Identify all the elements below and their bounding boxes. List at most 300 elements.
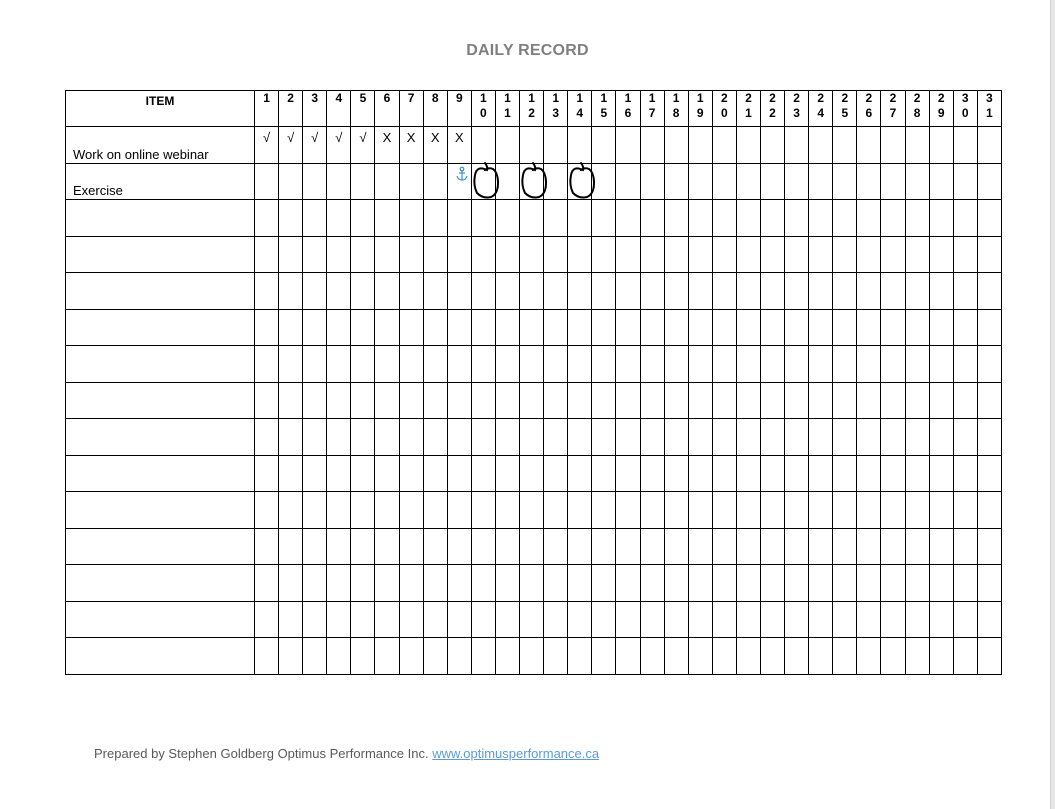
day-cell[interactable] xyxy=(688,236,712,273)
day-cell[interactable] xyxy=(929,273,953,310)
day-cell[interactable] xyxy=(303,382,327,419)
day-cell[interactable] xyxy=(905,492,929,529)
day-cell[interactable] xyxy=(785,127,809,164)
day-cell[interactable] xyxy=(905,455,929,492)
item-cell[interactable] xyxy=(66,163,255,200)
day-cell[interactable] xyxy=(327,346,351,383)
day-cell[interactable] xyxy=(616,200,640,237)
day-cell[interactable] xyxy=(857,127,881,164)
day-cell[interactable] xyxy=(640,273,664,310)
day-cell[interactable] xyxy=(375,273,399,310)
day-cell[interactable] xyxy=(760,638,784,675)
day-cell[interactable] xyxy=(471,200,495,237)
day-cell[interactable] xyxy=(495,382,519,419)
day-cell[interactable] xyxy=(833,273,857,310)
day-cell[interactable] xyxy=(712,127,736,164)
day-cell[interactable] xyxy=(568,346,592,383)
day-cell[interactable] xyxy=(953,382,977,419)
day-cell[interactable] xyxy=(279,382,303,419)
day-cell[interactable] xyxy=(279,492,303,529)
day-cell[interactable] xyxy=(953,565,977,602)
day-cell[interactable] xyxy=(255,638,279,675)
day-cell[interactable] xyxy=(616,346,640,383)
day-cell[interactable] xyxy=(279,528,303,565)
day-cell[interactable] xyxy=(495,419,519,456)
day-cell[interactable] xyxy=(929,382,953,419)
day-cell[interactable] xyxy=(736,638,760,675)
day-cell[interactable] xyxy=(351,492,375,529)
day-cell[interactable] xyxy=(255,455,279,492)
day-cell[interactable] xyxy=(279,346,303,383)
day-cell[interactable] xyxy=(592,200,616,237)
day-cell[interactable] xyxy=(520,492,544,529)
day-cell[interactable] xyxy=(881,309,905,346)
day-cell[interactable] xyxy=(664,455,688,492)
day-cell[interactable] xyxy=(568,492,592,529)
day-cell[interactable] xyxy=(520,127,544,164)
day-cell[interactable] xyxy=(375,601,399,638)
day-cell[interactable] xyxy=(905,601,929,638)
day-cell[interactable] xyxy=(616,236,640,273)
day-cell[interactable] xyxy=(303,346,327,383)
item-cell[interactable] xyxy=(66,528,255,565)
day-cell[interactable] xyxy=(279,455,303,492)
day-cell[interactable] xyxy=(857,163,881,200)
day-cell[interactable] xyxy=(712,601,736,638)
day-cell[interactable] xyxy=(279,127,303,164)
day-cell[interactable] xyxy=(495,528,519,565)
day-cell[interactable] xyxy=(785,273,809,310)
day-cell[interactable] xyxy=(279,601,303,638)
day-cell[interactable] xyxy=(399,565,423,602)
day-cell[interactable] xyxy=(760,455,784,492)
day-cell[interactable] xyxy=(255,528,279,565)
day-cell[interactable] xyxy=(351,236,375,273)
day-cell[interactable] xyxy=(953,200,977,237)
day-cell[interactable] xyxy=(568,127,592,164)
day-cell[interactable] xyxy=(664,346,688,383)
day-cell[interactable] xyxy=(688,492,712,529)
day-cell[interactable] xyxy=(785,601,809,638)
day-cell[interactable] xyxy=(664,163,688,200)
day-cell[interactable] xyxy=(881,163,905,200)
day-cell[interactable] xyxy=(616,528,640,565)
day-cell[interactable] xyxy=(688,309,712,346)
day-cell[interactable] xyxy=(712,455,736,492)
day-cell[interactable] xyxy=(375,419,399,456)
day-cell[interactable] xyxy=(399,419,423,456)
day-cell[interactable] xyxy=(664,492,688,529)
day-cell[interactable] xyxy=(664,200,688,237)
day-cell[interactable] xyxy=(520,528,544,565)
day-cell[interactable] xyxy=(544,528,568,565)
day-cell[interactable] xyxy=(447,163,471,200)
day-cell[interactable] xyxy=(640,236,664,273)
day-cell[interactable] xyxy=(471,565,495,602)
day-cell[interactable] xyxy=(399,638,423,675)
day-cell[interactable] xyxy=(544,419,568,456)
day-cell[interactable] xyxy=(905,163,929,200)
day-cell[interactable] xyxy=(785,236,809,273)
day-cell[interactable] xyxy=(977,309,1001,346)
day-cell[interactable] xyxy=(785,309,809,346)
day-cell[interactable] xyxy=(303,565,327,602)
day-cell[interactable] xyxy=(616,492,640,529)
day-cell[interactable] xyxy=(857,309,881,346)
day-cell[interactable] xyxy=(712,346,736,383)
item-cell[interactable] xyxy=(66,346,255,383)
day-cell[interactable] xyxy=(351,638,375,675)
day-cell[interactable] xyxy=(881,601,905,638)
day-cell[interactable] xyxy=(664,273,688,310)
day-cell[interactable] xyxy=(255,565,279,602)
day-cell[interactable] xyxy=(857,273,881,310)
day-cell[interactable] xyxy=(953,492,977,529)
day-cell[interactable] xyxy=(303,455,327,492)
day-cell[interactable] xyxy=(857,236,881,273)
day-cell[interactable] xyxy=(977,127,1001,164)
day-cell[interactable] xyxy=(833,346,857,383)
day-cell[interactable] xyxy=(351,200,375,237)
day-cell[interactable] xyxy=(471,601,495,638)
day-cell[interactable] xyxy=(712,492,736,529)
item-cell[interactable] xyxy=(66,419,255,456)
day-cell[interactable] xyxy=(929,309,953,346)
day-cell[interactable] xyxy=(375,309,399,346)
day-cell[interactable] xyxy=(977,638,1001,675)
day-cell[interactable] xyxy=(568,528,592,565)
day-cell[interactable] xyxy=(760,528,784,565)
day-cell[interactable] xyxy=(303,601,327,638)
day-cell[interactable] xyxy=(857,492,881,529)
day-cell[interactable] xyxy=(640,309,664,346)
day-cell[interactable] xyxy=(640,638,664,675)
day-cell[interactable] xyxy=(833,492,857,529)
day-cell[interactable] xyxy=(327,236,351,273)
day-cell[interactable] xyxy=(327,200,351,237)
day-cell[interactable] xyxy=(664,309,688,346)
day-cell[interactable] xyxy=(399,528,423,565)
day-cell[interactable] xyxy=(953,163,977,200)
day-cell[interactable] xyxy=(255,200,279,237)
day-cell[interactable] xyxy=(905,382,929,419)
day-cell[interactable] xyxy=(351,273,375,310)
day-cell[interactable] xyxy=(760,200,784,237)
day-cell[interactable] xyxy=(640,382,664,419)
day-cell[interactable] xyxy=(471,163,495,200)
day-cell[interactable] xyxy=(544,163,568,200)
day-cell[interactable] xyxy=(255,492,279,529)
day-cell[interactable] xyxy=(327,273,351,310)
day-cell[interactable] xyxy=(255,163,279,200)
day-cell[interactable] xyxy=(568,309,592,346)
day-cell[interactable] xyxy=(688,601,712,638)
day-cell[interactable] xyxy=(568,601,592,638)
day-cell[interactable] xyxy=(520,601,544,638)
day-cell[interactable] xyxy=(616,273,640,310)
day-cell[interactable] xyxy=(785,455,809,492)
day-cell[interactable] xyxy=(495,601,519,638)
day-cell[interactable] xyxy=(375,565,399,602)
day-cell[interactable] xyxy=(760,601,784,638)
day-cell[interactable] xyxy=(568,236,592,273)
day-cell[interactable] xyxy=(279,236,303,273)
day-cell[interactable] xyxy=(736,419,760,456)
day-cell[interactable] xyxy=(929,419,953,456)
day-cell[interactable] xyxy=(712,528,736,565)
day-cell[interactable] xyxy=(375,638,399,675)
day-cell[interactable] xyxy=(664,382,688,419)
day-cell[interactable] xyxy=(616,382,640,419)
day-cell[interactable] xyxy=(423,127,447,164)
day-cell[interactable] xyxy=(977,382,1001,419)
day-cell[interactable] xyxy=(592,273,616,310)
day-cell[interactable] xyxy=(616,419,640,456)
day-cell[interactable] xyxy=(929,127,953,164)
day-cell[interactable] xyxy=(736,565,760,602)
day-cell[interactable] xyxy=(929,528,953,565)
day-cell[interactable] xyxy=(809,528,833,565)
day-cell[interactable] xyxy=(375,492,399,529)
day-cell[interactable] xyxy=(833,200,857,237)
day-cell[interactable] xyxy=(568,382,592,419)
day-cell[interactable] xyxy=(399,455,423,492)
day-cell[interactable] xyxy=(712,638,736,675)
day-cell[interactable] xyxy=(833,236,857,273)
day-cell[interactable] xyxy=(447,455,471,492)
day-cell[interactable] xyxy=(760,346,784,383)
day-cell[interactable] xyxy=(568,455,592,492)
day-cell[interactable] xyxy=(375,346,399,383)
day-cell[interactable] xyxy=(279,565,303,602)
day-cell[interactable] xyxy=(881,236,905,273)
day-cell[interactable] xyxy=(640,455,664,492)
day-cell[interactable] xyxy=(423,273,447,310)
day-cell[interactable] xyxy=(303,638,327,675)
day-cell[interactable] xyxy=(447,309,471,346)
day-cell[interactable] xyxy=(520,382,544,419)
day-cell[interactable] xyxy=(833,163,857,200)
day-cell[interactable] xyxy=(785,419,809,456)
day-cell[interactable] xyxy=(327,455,351,492)
day-cell[interactable] xyxy=(279,638,303,675)
day-cell[interactable] xyxy=(303,127,327,164)
day-cell[interactable] xyxy=(712,565,736,602)
day-cell[interactable] xyxy=(640,127,664,164)
day-cell[interactable] xyxy=(833,565,857,602)
day-cell[interactable] xyxy=(423,638,447,675)
day-cell[interactable] xyxy=(592,346,616,383)
day-cell[interactable] xyxy=(905,638,929,675)
day-cell[interactable] xyxy=(953,528,977,565)
day-cell[interactable] xyxy=(592,492,616,529)
day-cell[interactable] xyxy=(447,382,471,419)
item-cell[interactable] xyxy=(66,565,255,602)
day-cell[interactable] xyxy=(688,163,712,200)
day-cell[interactable] xyxy=(857,455,881,492)
day-cell[interactable] xyxy=(809,346,833,383)
day-cell[interactable] xyxy=(544,565,568,602)
day-cell[interactable] xyxy=(568,273,592,310)
day-cell[interactable] xyxy=(447,236,471,273)
day-cell[interactable] xyxy=(688,638,712,675)
day-cell[interactable] xyxy=(881,419,905,456)
day-cell[interactable] xyxy=(785,163,809,200)
day-cell[interactable] xyxy=(664,601,688,638)
day-cell[interactable] xyxy=(785,346,809,383)
day-cell[interactable] xyxy=(399,346,423,383)
day-cell[interactable] xyxy=(375,528,399,565)
day-cell[interactable] xyxy=(255,236,279,273)
day-cell[interactable] xyxy=(303,309,327,346)
day-cell[interactable] xyxy=(736,601,760,638)
day-cell[interactable] xyxy=(688,273,712,310)
day-cell[interactable] xyxy=(809,419,833,456)
day-cell[interactable] xyxy=(568,200,592,237)
day-cell[interactable] xyxy=(616,127,640,164)
day-cell[interactable] xyxy=(423,200,447,237)
day-cell[interactable] xyxy=(495,200,519,237)
day-cell[interactable] xyxy=(447,200,471,237)
day-cell[interactable] xyxy=(471,419,495,456)
day-cell[interactable] xyxy=(544,309,568,346)
day-cell[interactable] xyxy=(327,528,351,565)
day-cell[interactable] xyxy=(977,492,1001,529)
day-cell[interactable] xyxy=(736,163,760,200)
day-cell[interactable] xyxy=(809,638,833,675)
day-cell[interactable] xyxy=(423,309,447,346)
day-cell[interactable] xyxy=(351,565,375,602)
item-cell[interactable] xyxy=(66,127,255,164)
anchor-icon[interactable] xyxy=(454,166,470,182)
day-cell[interactable] xyxy=(688,565,712,602)
day-cell[interactable] xyxy=(712,163,736,200)
day-cell[interactable] xyxy=(857,382,881,419)
day-cell[interactable] xyxy=(760,273,784,310)
day-cell[interactable] xyxy=(929,200,953,237)
day-cell[interactable] xyxy=(977,273,1001,310)
day-cell[interactable] xyxy=(977,163,1001,200)
day-cell[interactable] xyxy=(881,638,905,675)
day-cell[interactable] xyxy=(977,601,1001,638)
day-cell[interactable] xyxy=(375,127,399,164)
day-cell[interactable] xyxy=(423,419,447,456)
item-cell[interactable] xyxy=(66,273,255,310)
day-cell[interactable] xyxy=(592,236,616,273)
day-cell[interactable] xyxy=(760,309,784,346)
day-cell[interactable] xyxy=(977,565,1001,602)
day-cell[interactable] xyxy=(809,127,833,164)
day-cell[interactable] xyxy=(881,565,905,602)
day-cell[interactable] xyxy=(929,492,953,529)
day-cell[interactable] xyxy=(953,236,977,273)
day-cell[interactable] xyxy=(785,528,809,565)
day-cell[interactable] xyxy=(809,565,833,602)
day-cell[interactable] xyxy=(423,236,447,273)
day-cell[interactable] xyxy=(977,200,1001,237)
day-cell[interactable] xyxy=(568,419,592,456)
day-cell[interactable] xyxy=(255,601,279,638)
day-cell[interactable] xyxy=(375,382,399,419)
day-cell[interactable] xyxy=(736,127,760,164)
day-cell[interactable] xyxy=(833,127,857,164)
day-cell[interactable] xyxy=(616,565,640,602)
day-cell[interactable] xyxy=(351,163,375,200)
day-cell[interactable] xyxy=(495,565,519,602)
day-cell[interactable] xyxy=(688,200,712,237)
day-cell[interactable] xyxy=(592,382,616,419)
day-cell[interactable] xyxy=(760,382,784,419)
day-cell[interactable] xyxy=(399,309,423,346)
day-cell[interactable] xyxy=(327,309,351,346)
day-cell[interactable] xyxy=(592,565,616,602)
day-cell[interactable] xyxy=(688,127,712,164)
day-cell[interactable] xyxy=(953,455,977,492)
day-cell[interactable] xyxy=(953,273,977,310)
day-cell[interactable] xyxy=(760,127,784,164)
day-cell[interactable] xyxy=(929,346,953,383)
day-cell[interactable] xyxy=(303,273,327,310)
item-cell[interactable] xyxy=(66,200,255,237)
day-cell[interactable] xyxy=(447,528,471,565)
day-cell[interactable] xyxy=(640,601,664,638)
day-cell[interactable] xyxy=(375,200,399,237)
day-cell[interactable] xyxy=(712,419,736,456)
day-cell[interactable] xyxy=(712,309,736,346)
item-cell[interactable] xyxy=(66,309,255,346)
day-cell[interactable] xyxy=(857,200,881,237)
day-cell[interactable] xyxy=(688,528,712,565)
day-cell[interactable] xyxy=(520,419,544,456)
day-cell[interactable] xyxy=(520,638,544,675)
day-cell[interactable] xyxy=(423,528,447,565)
day-cell[interactable] xyxy=(544,127,568,164)
day-cell[interactable] xyxy=(544,346,568,383)
day-cell[interactable] xyxy=(760,492,784,529)
day-cell[interactable] xyxy=(255,382,279,419)
day-cell[interactable] xyxy=(592,601,616,638)
day-cell[interactable] xyxy=(809,492,833,529)
day-cell[interactable] xyxy=(905,346,929,383)
day-cell[interactable] xyxy=(640,565,664,602)
day-cell[interactable] xyxy=(833,309,857,346)
item-cell[interactable] xyxy=(66,455,255,492)
day-cell[interactable] xyxy=(929,565,953,602)
day-cell[interactable] xyxy=(471,309,495,346)
day-cell[interactable] xyxy=(544,601,568,638)
day-cell[interactable] xyxy=(568,163,592,200)
day-cell[interactable] xyxy=(520,200,544,237)
day-cell[interactable] xyxy=(544,273,568,310)
day-cell[interactable] xyxy=(809,163,833,200)
day-cell[interactable] xyxy=(953,419,977,456)
day-cell[interactable] xyxy=(905,309,929,346)
day-cell[interactable] xyxy=(351,528,375,565)
day-cell[interactable] xyxy=(881,127,905,164)
day-cell[interactable] xyxy=(399,492,423,529)
day-cell[interactable] xyxy=(520,273,544,310)
day-cell[interactable] xyxy=(977,346,1001,383)
day-cell[interactable] xyxy=(471,492,495,529)
day-cell[interactable] xyxy=(447,419,471,456)
day-cell[interactable] xyxy=(495,236,519,273)
day-cell[interactable] xyxy=(399,200,423,237)
day-cell[interactable] xyxy=(736,528,760,565)
day-cell[interactable] xyxy=(688,382,712,419)
day-cell[interactable] xyxy=(857,528,881,565)
day-cell[interactable] xyxy=(929,163,953,200)
day-cell[interactable] xyxy=(544,455,568,492)
